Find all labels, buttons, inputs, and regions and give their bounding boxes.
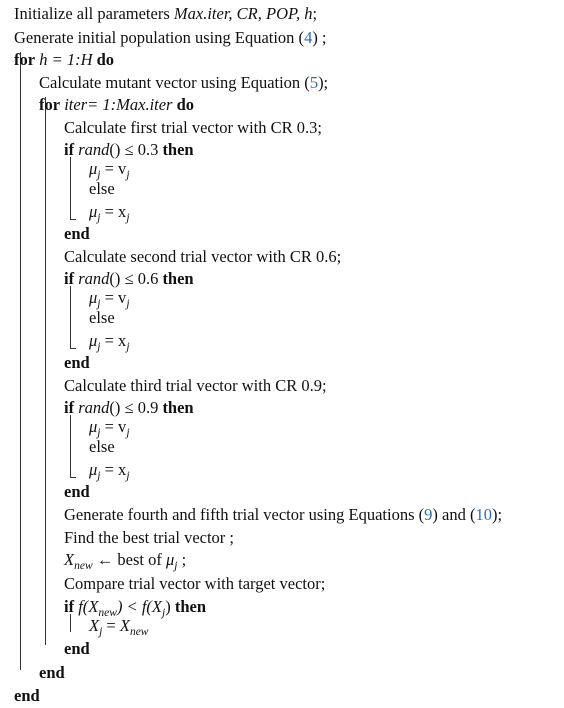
do-keyword: do (176, 95, 195, 114)
gen-pop-prefix: Generate initial population using Equation ( (14, 28, 305, 47)
subscript-new: new (129, 626, 149, 638)
then-keyword: then (174, 597, 206, 616)
rand-func: rand (78, 140, 110, 159)
outer-for-line (14, 50, 114, 70)
end-if-2: end (64, 353, 90, 372)
gen-pop-line (14, 28, 327, 48)
xj-assign-line (89, 616, 148, 638)
mutant-line (39, 73, 328, 93)
rand-func: rand (78, 398, 110, 417)
subscript-j: j (97, 427, 101, 439)
equals-v: = v (100, 159, 127, 178)
subscript-j: j (97, 470, 101, 482)
end-if-1: end (64, 224, 90, 243)
assign-x-1 (89, 202, 130, 224)
mu-symbol: μ (89, 159, 98, 178)
gen-fourth-prefix: Generate fourth and fifth trial vector using Equations ( (64, 505, 425, 524)
assign-v-1 (89, 159, 130, 181)
else-3: else (89, 437, 115, 456)
semicolon: ; (177, 550, 187, 569)
mu-symbol: μ (89, 288, 98, 307)
mu-symbol: μ (89, 460, 98, 479)
gen-fourth-line (64, 505, 502, 525)
if-keyword: if (64, 597, 75, 616)
equation-ref-9[interactable]: 9 (424, 505, 433, 524)
outer-loop-condition: h = 1:H (39, 50, 93, 69)
equals-x: = x (100, 331, 127, 350)
if-keyword: if (64, 398, 75, 417)
gen-pop-suffix: ) ; (312, 28, 327, 47)
else-2: else (89, 308, 115, 327)
init-line (14, 4, 317, 24)
trial-calc-1: Calculate first trial vector with CR 0.3; (64, 118, 322, 137)
subscript-j: j (126, 212, 130, 224)
equals-x: = x (100, 202, 127, 221)
cr-value: 0.3 (137, 140, 159, 159)
assign-x-3 (89, 460, 130, 482)
equals: = (102, 616, 120, 635)
if-line-3 (64, 398, 194, 418)
close-paren: ) (165, 597, 171, 616)
subscript-j: j (97, 169, 101, 181)
gen-fourth-suffix: ); (491, 505, 503, 524)
subscript-j: j (126, 470, 130, 482)
x-symbol: X (88, 597, 99, 616)
subscript-j: j (126, 427, 130, 439)
mu-symbol: μ (89, 202, 98, 221)
arrow-best-of: ← best of (92, 550, 166, 569)
f-open: f( (74, 597, 89, 616)
if-block-bar-2 (70, 286, 71, 348)
end-inner-for: end (39, 663, 65, 682)
inner-loop-bar (45, 97, 46, 645)
rand-compare: () ≤ (109, 269, 138, 288)
for-keyword: for (39, 95, 61, 114)
then-keyword: then (162, 140, 194, 159)
if-block-tick-3 (70, 477, 76, 478)
mu-symbol: μ (165, 550, 175, 569)
subscript-new: new (98, 607, 117, 619)
subscript-j: j (97, 212, 101, 224)
if-block-bar-3 (70, 415, 71, 477)
cr-value: 0.9 (137, 398, 159, 417)
for-keyword: for (14, 50, 36, 69)
mutant-suffix: ); (318, 73, 329, 92)
init-params: Max.iter, CR, POP, h (173, 4, 313, 23)
compare-line: Compare trial vector with target vector; (64, 574, 326, 593)
rand-func: rand (78, 269, 110, 288)
subscript-j: j (97, 298, 101, 310)
trial-calc-3: Calculate third trial vector with CR 0.9; (64, 376, 327, 395)
x-symbol: X (151, 597, 162, 616)
end-if-4: end (64, 639, 90, 658)
subscript-j: j (126, 341, 130, 353)
less-than-f: ) < f( (116, 597, 152, 616)
equals-x: = x (100, 460, 127, 479)
find-best-line: Find the best trial vector ; (64, 528, 235, 547)
mu-symbol: μ (89, 331, 98, 350)
do-keyword: do (96, 50, 115, 69)
if-block-tick-2 (70, 348, 76, 349)
if-line-1 (64, 140, 194, 160)
subscript-new: new (74, 560, 93, 572)
init-prefix: Initialize all parameters (14, 4, 174, 23)
equation-ref-10[interactable]: 10 (475, 505, 492, 524)
equals-v: = v (100, 417, 127, 436)
else-1: else (89, 179, 115, 198)
rand-compare: () ≤ (109, 398, 138, 417)
if-block-bar-1 (70, 157, 71, 219)
assign-x-2 (89, 331, 130, 353)
x-symbol: X (64, 550, 75, 569)
if-keyword: if (64, 140, 75, 159)
then-keyword: then (162, 398, 194, 417)
trial-calc-2: Calculate second trial vector with CR 0.6; (64, 247, 342, 266)
end-if-3: end (64, 482, 90, 501)
if-keyword: if (64, 269, 75, 288)
outer-loop-bar (20, 52, 21, 670)
then-keyword: then (162, 269, 194, 288)
and-text: ) and ( (432, 505, 476, 524)
xnew-assign-line (64, 550, 186, 572)
x-symbol: X (119, 616, 130, 635)
cr-value: 0.6 (137, 269, 159, 288)
init-suffix: ; (312, 4, 318, 23)
mu-symbol: μ (89, 417, 98, 436)
equals-v: = v (100, 288, 127, 307)
subscript-j: j (162, 607, 166, 619)
inner-loop-condition: iter= 1:Max.iter (64, 95, 173, 114)
if-line-2 (64, 269, 194, 289)
subscript-j: j (97, 341, 101, 353)
inner-for-line (39, 95, 194, 115)
equation-ref-4[interactable]: 4 (304, 28, 313, 47)
end-outer-for: end (14, 686, 40, 705)
mutant-prefix: Calculate mutant vector using Equation ( (39, 73, 310, 92)
subscript-j: j (99, 626, 103, 638)
assign-v-2 (89, 288, 130, 310)
assign-v-3 (89, 417, 130, 439)
x-symbol: X (89, 616, 100, 635)
subscript-j: j (126, 169, 130, 181)
if-block-tick-1 (70, 219, 76, 220)
rand-compare: () ≤ (109, 140, 138, 159)
equation-ref-5[interactable]: 5 (309, 73, 319, 92)
subscript-j: j (174, 560, 178, 572)
subscript-j: j (126, 298, 130, 310)
